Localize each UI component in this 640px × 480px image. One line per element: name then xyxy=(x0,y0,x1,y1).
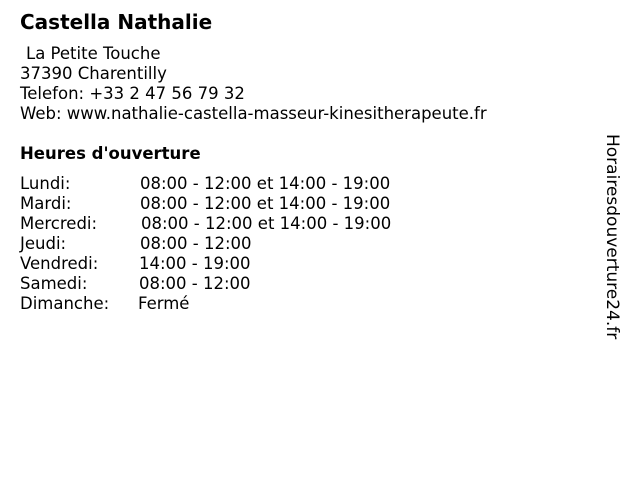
website-line: Web: www.nathalie-castella-masseur-kinesitherapeute.fr xyxy=(20,104,487,123)
day-hours: 08:00 - 12:00 xyxy=(140,234,252,253)
day-hours: Fermé xyxy=(138,294,190,313)
address-line-street: La Petite Touche xyxy=(26,44,161,63)
address-line-city: 37390 Charentilly xyxy=(20,64,167,83)
day-label: Dimanche: xyxy=(20,294,110,313)
address-block xyxy=(20,44,487,124)
business-name: Castella Nathalie xyxy=(20,10,213,34)
day-hours: 08:00 - 12:00 xyxy=(139,274,251,293)
day-hours: 14:00 - 19:00 xyxy=(139,254,251,273)
day-hours: 08:00 - 12:00 et 14:00 - 19:00 xyxy=(140,194,391,213)
day-label: Samedi: xyxy=(20,274,88,293)
phone-line: Telefon: +33 2 47 56 79 32 xyxy=(20,84,245,103)
day-label: Vendredi: xyxy=(20,254,99,273)
site-watermark xyxy=(600,134,640,344)
day-label: Mardi: xyxy=(20,194,72,213)
opening-hours-heading: Heures d'ouverture xyxy=(20,144,201,163)
day-hours: 08:00 - 12:00 et 14:00 - 19:00 xyxy=(140,174,391,193)
day-hours: 08:00 - 12:00 et 14:00 - 19:00 xyxy=(141,214,392,233)
day-label: Jeudi: xyxy=(20,234,67,253)
watermark-text: Horairesdouverture24.fr xyxy=(602,134,622,340)
day-label: Lundi: xyxy=(20,174,71,193)
day-label: Mercredi: xyxy=(20,214,98,233)
